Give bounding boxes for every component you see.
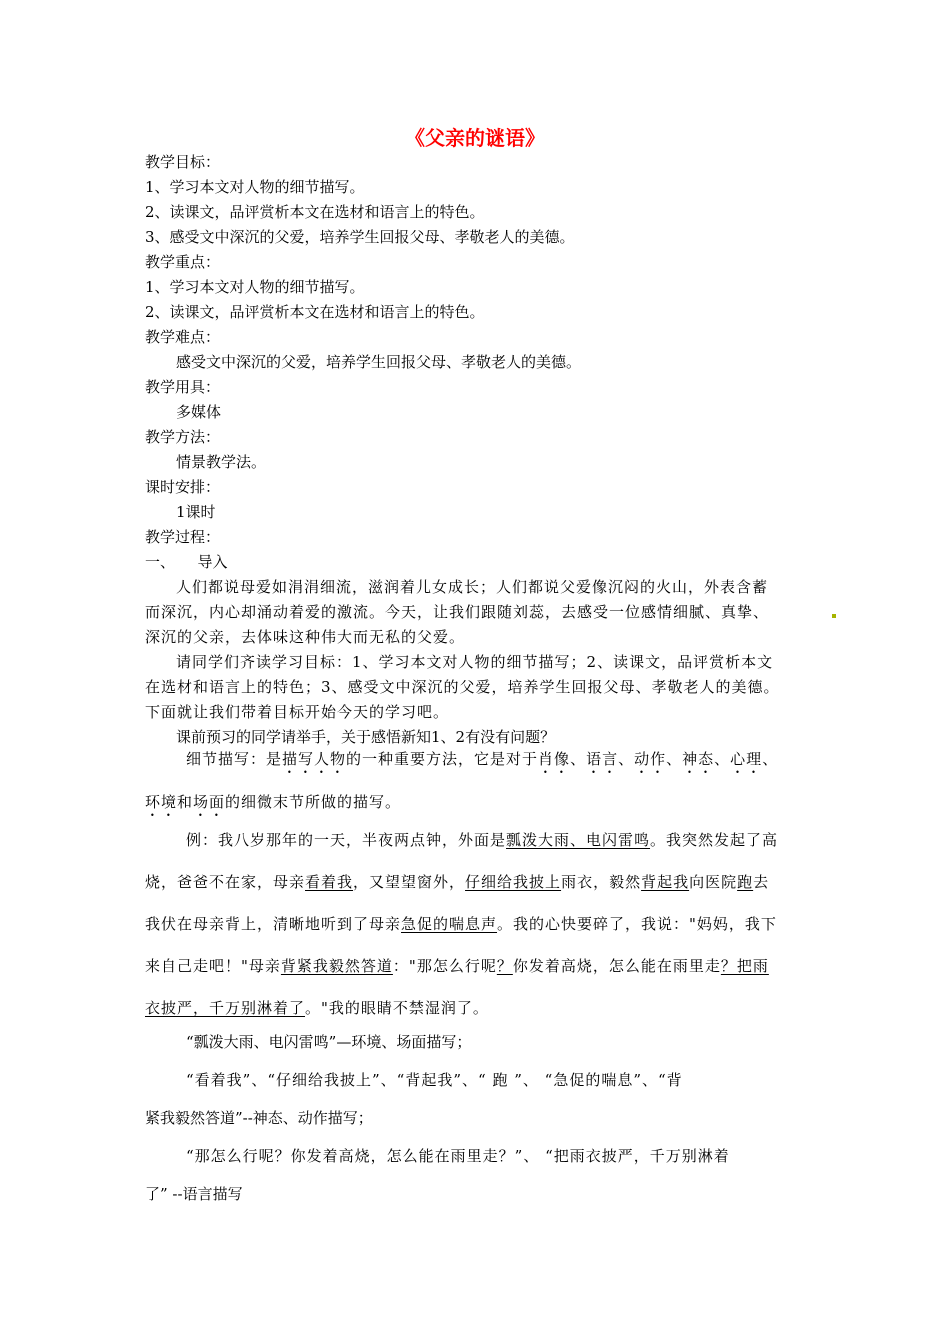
example-text: 你发着高烧，怎么能在雨里走 bbox=[512, 957, 721, 975]
method-text: 情景教学法。 bbox=[176, 453, 267, 471]
section-heading: 一、 导入 bbox=[145, 553, 228, 571]
process-heading: 教学过程： bbox=[145, 528, 221, 546]
tools-text: 多媒体 bbox=[176, 403, 222, 421]
detail-text: 、 bbox=[666, 750, 683, 768]
key-point-item: 2、读课文，品评赏析本文在选材和语言上的特色。 bbox=[145, 303, 485, 321]
read-paragraph-line: 在选材和语言上的特色；3、感受文中深沉的父爱，培养学生回报父母、孝敬老人的美德。 bbox=[145, 678, 780, 696]
emphasis-text: 动作 bbox=[634, 750, 667, 768]
document-title: 《父亲的谜语》 bbox=[405, 126, 545, 150]
example-text: ，又望望窗外， bbox=[353, 873, 466, 891]
underlined-text: 背紧我毅然答道 bbox=[280, 957, 393, 975]
analysis-line: “看着我”、“仔细给我披上”、“背起我”、“ 跑 ”、 “急促的喘息”、“背 bbox=[186, 1071, 683, 1089]
emphasis-text: 神态 bbox=[682, 750, 715, 768]
example-line bbox=[145, 872, 815, 892]
underlined-text: 瓢泼大雨、电闪雷鸣 bbox=[506, 831, 651, 849]
intro-paragraph-line: 而深沉，内心却涌动着爱的激流。今天，让我们跟随刘蕊，去感受一位感情细腻、真挚、 bbox=[145, 603, 770, 621]
intro-paragraph-line: 深沉的父亲，去体味这种伟大而无私的父爱。 bbox=[145, 628, 466, 646]
method-heading: 教学方法： bbox=[145, 428, 221, 446]
key-point-item: 1、学习本文对人物的细节描写。 bbox=[145, 278, 365, 296]
emphasis-text: 肖像 bbox=[538, 750, 571, 768]
key-points-heading: 教学重点： bbox=[145, 253, 221, 271]
example-line bbox=[186, 830, 816, 850]
analysis-line: 紧我毅然答道”--神态、动作描写； bbox=[145, 1109, 373, 1127]
example-text: 例：我八岁那年的一天，半夜两点钟，外面是 bbox=[186, 831, 507, 849]
example-text: 。我突然发起了高 bbox=[650, 831, 779, 849]
example-text: 。我的心快要碎了，我说："妈妈，我下 bbox=[497, 915, 777, 933]
detail-text: 和 bbox=[177, 793, 194, 811]
underlined-text: ？把雨 bbox=[720, 957, 769, 975]
difficulty-heading: 教学难点： bbox=[145, 328, 221, 346]
read-paragraph-line: 下面就让我们带着目标开始今天的学习吧。 bbox=[145, 703, 450, 721]
objectives-heading: 教学目标： bbox=[145, 153, 221, 171]
objective-item: 2、读课文，品评赏析本文在选材和语言上的特色。 bbox=[145, 203, 485, 221]
detail-text: 的细微末节所做的描写。 bbox=[225, 793, 402, 811]
example-line bbox=[145, 914, 815, 934]
analysis-line: “那怎么行呢？你发着高烧，怎么能在雨里走？”、 “把雨衣披严，千万别淋着 bbox=[186, 1147, 730, 1165]
example-line bbox=[145, 998, 815, 1018]
detail-definition-line bbox=[186, 749, 816, 777]
emphasis-text: 心理 bbox=[730, 750, 763, 768]
detail-text: 细节描写：是 bbox=[186, 750, 283, 768]
objective-item: 1、学习本文对人物的细节描写。 bbox=[145, 178, 365, 196]
underlined-text: 仔细给我披上 bbox=[465, 873, 562, 891]
example-text: 雨衣，毅然 bbox=[561, 873, 642, 891]
example-text: 烧，爸爸不在家，母亲 bbox=[145, 873, 306, 891]
detail-text: 、 bbox=[714, 750, 731, 768]
detail-text: 的一种重要方法，它是对于 bbox=[346, 750, 539, 768]
margin-mark bbox=[832, 614, 836, 618]
schedule-heading: 课时安排： bbox=[145, 478, 221, 496]
underlined-text: 急促的喘息声 bbox=[401, 915, 498, 933]
example-line bbox=[145, 956, 815, 976]
example-text: ："那怎么行呢 bbox=[392, 957, 497, 975]
underlined-text: ？ bbox=[496, 957, 513, 975]
difficulty-text: 感受文中深沉的父爱，培养学生回报父母、孝敬老人的美德。 bbox=[176, 353, 582, 371]
schedule-text: 1课时 bbox=[176, 503, 216, 521]
emphasis-text: 描写人物 bbox=[282, 750, 347, 768]
example-text: 向医院 bbox=[689, 873, 738, 891]
objective-item: 3、感受文中深沉的父爱，培养学生回报父母、孝敬老人的美德。 bbox=[145, 228, 575, 246]
detail-definition-line bbox=[145, 792, 815, 820]
example-text: 来自己走吧！"母亲 bbox=[145, 957, 281, 975]
example-text: 我伏在母亲背上，清晰地听到了母亲 bbox=[145, 915, 402, 933]
detail-text: 、 bbox=[762, 750, 779, 768]
analysis-line: “瓢泼大雨、电闪雷鸣”—环境、场面描写； bbox=[186, 1033, 472, 1051]
emphasis-text: 语言 bbox=[586, 750, 619, 768]
detail-text: 、 bbox=[570, 750, 587, 768]
question-line: 课前预习的同学请举手，关于感悟新知1、2有没有问题？ bbox=[176, 728, 556, 746]
underlined-text: 看着我 bbox=[305, 873, 354, 891]
intro-paragraph-line: 人们都说母爱如涓涓细流，滋润着儿女成长；人们都说父爱像沉闷的火山，外表含蓄 bbox=[176, 578, 769, 596]
tools-heading: 教学用具： bbox=[145, 378, 221, 396]
emphasis-text: 场面 bbox=[193, 793, 226, 811]
example-text: 去 bbox=[753, 873, 770, 891]
read-paragraph-line: 请同学们齐读学习目标：1、学习本文对人物的细节描写；2、读课文，品评赏析本文 bbox=[176, 653, 774, 671]
underlined-text: 跑 bbox=[737, 873, 754, 891]
emphasis-text: 环境 bbox=[145, 793, 178, 811]
example-text: 。"我的眼睛不禁湿润了。 bbox=[305, 999, 489, 1017]
underlined-text: 背起我 bbox=[641, 873, 690, 891]
detail-text: 、 bbox=[618, 750, 635, 768]
analysis-line: 了” --语言描写 bbox=[145, 1185, 243, 1203]
underlined-text: 衣披严，千万别淋着了 bbox=[145, 999, 306, 1017]
